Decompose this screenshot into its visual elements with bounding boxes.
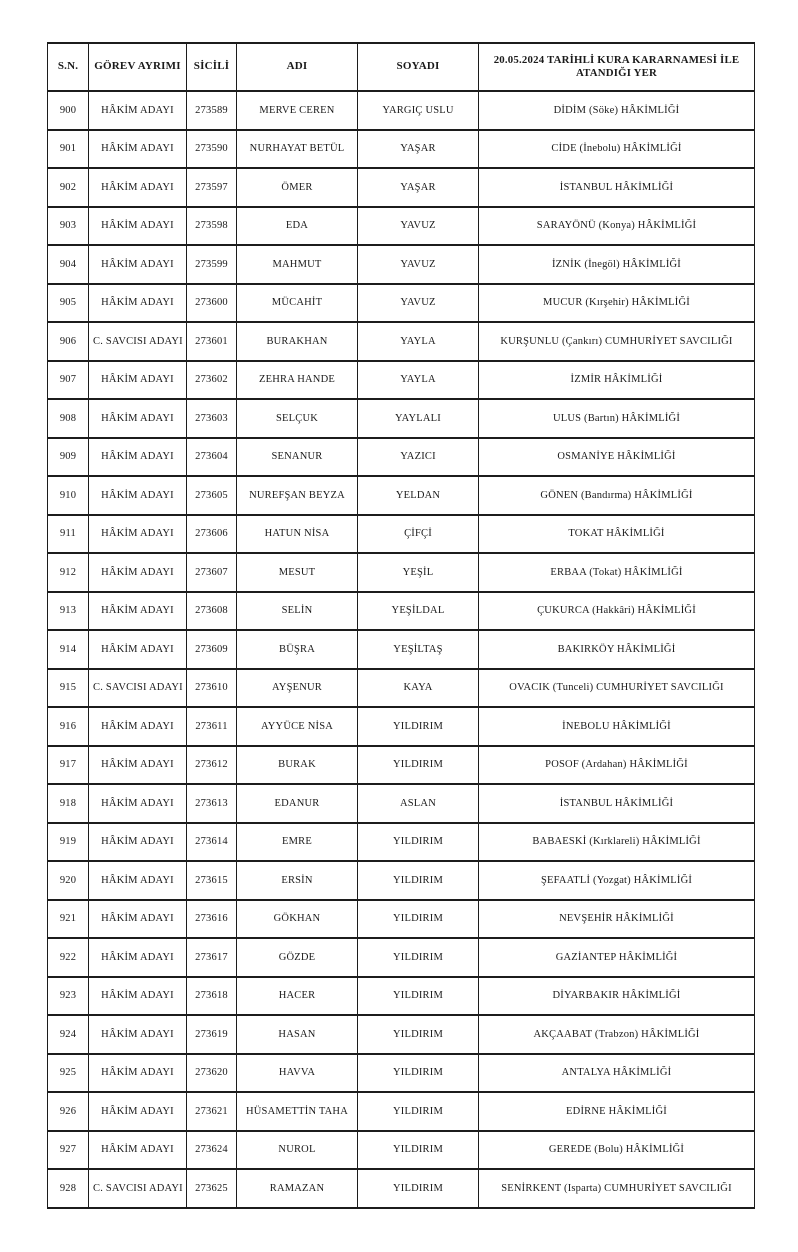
table-cell-adi: BURAK [237,746,358,785]
table-cell-yer: SARAYÖNÜ (Konya) HÂKİMLİĞİ [479,207,755,246]
table-cell-gorev: HÂKİM ADAYI [89,938,187,977]
table-cell-gorev: HÂKİM ADAYI [89,707,187,746]
column-header-sn: S.N. [48,43,89,91]
table-cell-soyadi: YEŞİLDAL [358,592,479,631]
table-row [48,130,755,169]
appointment-table [47,42,755,1209]
table-cell-soyadi: YAVUZ [358,284,479,323]
table-cell-sn: 912 [48,553,89,592]
table-row [48,91,755,130]
table-cell-gorev: HÂKİM ADAYI [89,361,187,400]
table-cell-yer: MUCUR (Kırşehir) HÂKİMLİĞİ [479,284,755,323]
table-cell-sn: 919 [48,823,89,862]
table-row [48,1092,755,1131]
table-cell-gorev: HÂKİM ADAYI [89,977,187,1016]
table-cell-adi: HACER [237,977,358,1016]
table-cell-sn: 920 [48,861,89,900]
table-cell-yer: KURŞUNLU (Çankırı) CUMHURİYET SAVCILIĞI [479,322,755,361]
table-cell-soyadi: YILDIRIM [358,1015,479,1054]
table-cell-sicil: 273602 [187,361,237,400]
table-cell-soyadi: YAZICI [358,438,479,477]
table-header [48,43,755,91]
table-cell-adi: HAVVA [237,1054,358,1093]
table-row [48,900,755,939]
table-row [48,284,755,323]
table-cell-sn: 906 [48,322,89,361]
table-cell-soyadi: YILDIRIM [358,1131,479,1170]
table-cell-soyadi: YAYLA [358,361,479,400]
column-header-soyadi: SOYADI [358,43,479,91]
table-cell-gorev: C. SAVCISI ADAYI [89,669,187,708]
table-row [48,553,755,592]
table-cell-soyadi: YILDIRIM [358,823,479,862]
table-cell-yer: İSTANBUL HÂKİMLİĞİ [479,168,755,207]
table-cell-gorev: HÂKİM ADAYI [89,399,187,438]
table-cell-yer: OSMANİYE HÂKİMLİĞİ [479,438,755,477]
table-cell-soyadi: YILDIRIM [358,1054,479,1093]
table-row [48,438,755,477]
table-row [48,515,755,554]
table-cell-soyadi: ASLAN [358,784,479,823]
table-cell-soyadi: YILDIRIM [358,1169,479,1208]
table-cell-sn: 918 [48,784,89,823]
table-cell-yer: ERBAA (Tokat) HÂKİMLİĞİ [479,553,755,592]
table-cell-sn: 926 [48,1092,89,1131]
table-cell-sn: 905 [48,284,89,323]
table-cell-soyadi: YARGIÇ USLU [358,91,479,130]
table-cell-sicil: 273610 [187,669,237,708]
table-cell-adi: HÜSAMETTİN TAHA [237,1092,358,1131]
table-cell-yer: İZNİK (İnegöl) HÂKİMLİĞİ [479,245,755,284]
table-cell-adi: GÖZDE [237,938,358,977]
table-cell-adi: SELİN [237,592,358,631]
table-cell-soyadi: YILDIRIM [358,938,479,977]
table-row [48,399,755,438]
table-cell-sn: 903 [48,207,89,246]
table-row [48,861,755,900]
table-row [48,707,755,746]
table-cell-sn: 907 [48,361,89,400]
table-cell-gorev: C. SAVCISI ADAYI [89,1169,187,1208]
table-cell-sicil: 273604 [187,438,237,477]
table-cell-adi: EMRE [237,823,358,862]
table-cell-gorev: HÂKİM ADAYI [89,245,187,284]
table-cell-gorev: HÂKİM ADAYI [89,900,187,939]
table-cell-sicil: 273599 [187,245,237,284]
table-cell-gorev: HÂKİM ADAYI [89,130,187,169]
table-cell-yer: ÇUKURCA (Hakkâri) HÂKİMLİĞİ [479,592,755,631]
table-cell-gorev: HÂKİM ADAYI [89,1015,187,1054]
table-cell-sicil: 273597 [187,168,237,207]
table-cell-gorev: HÂKİM ADAYI [89,1092,187,1131]
table-cell-gorev: HÂKİM ADAYI [89,553,187,592]
table-cell-gorev: HÂKİM ADAYI [89,284,187,323]
table-cell-sicil: 273614 [187,823,237,862]
table-cell-soyadi: YILDIRIM [358,1092,479,1131]
table-cell-soyadi: KAYA [358,669,479,708]
table-cell-adi: HASAN [237,1015,358,1054]
table-cell-sicil: 273617 [187,938,237,977]
table-cell-adi: MÜCAHİT [237,284,358,323]
table-cell-adi: MESUT [237,553,358,592]
table-cell-yer: GAZİANTEP HÂKİMLİĞİ [479,938,755,977]
column-header-adi: ADI [237,43,358,91]
table-cell-adi: EDA [237,207,358,246]
table-row [48,630,755,669]
table-cell-adi: AYŞENUR [237,669,358,708]
table-cell-gorev: HÂKİM ADAYI [89,515,187,554]
table-cell-soyadi: YAŞAR [358,130,479,169]
table-cell-sicil: 273590 [187,130,237,169]
table-cell-yer: DİYARBAKIR HÂKİMLİĞİ [479,977,755,1016]
table-cell-sn: 927 [48,1131,89,1170]
table-cell-yer: NEVŞEHİR HÂKİMLİĞİ [479,900,755,939]
table-cell-gorev: HÂKİM ADAYI [89,91,187,130]
table-cell-gorev: HÂKİM ADAYI [89,784,187,823]
table-cell-adi: RAMAZAN [237,1169,358,1208]
table-cell-yer: GEREDE (Bolu) HÂKİMLİĞİ [479,1131,755,1170]
table-cell-sicil: 273589 [187,91,237,130]
table-cell-sicil: 273612 [187,746,237,785]
table-cell-sicil: 273606 [187,515,237,554]
table-cell-gorev: HÂKİM ADAYI [89,630,187,669]
table-row [48,207,755,246]
table-cell-yer: TOKAT HÂKİMLİĞİ [479,515,755,554]
table-cell-yer: İSTANBUL HÂKİMLİĞİ [479,784,755,823]
table-cell-adi: AYYÜCE NİSA [237,707,358,746]
table-row [48,977,755,1016]
table-cell-soyadi: YAYLA [358,322,479,361]
table-cell-gorev: HÂKİM ADAYI [89,1131,187,1170]
table-cell-soyadi: YEŞİLTAŞ [358,630,479,669]
table-cell-soyadi: YILDIRIM [358,746,479,785]
table-cell-sn: 910 [48,476,89,515]
table-cell-adi: NUREFŞAN BEYZA [237,476,358,515]
table-body [48,91,755,1208]
table-cell-yer: DİDİM (Söke) HÂKİMLİĞİ [479,91,755,130]
table-cell-sicil: 273600 [187,284,237,323]
table-cell-yer: CİDE (İnebolu) HÂKİMLİĞİ [479,130,755,169]
table-cell-yer: BAKIRKÖY HÂKİMLİĞİ [479,630,755,669]
table-cell-yer: BABAESKİ (Kırklareli) HÂKİMLİĞİ [479,823,755,862]
header-row [48,43,755,91]
table-cell-sn: 914 [48,630,89,669]
table-cell-adi: MAHMUT [237,245,358,284]
table-row [48,168,755,207]
table-cell-gorev: HÂKİM ADAYI [89,207,187,246]
table-cell-sn: 925 [48,1054,89,1093]
table-cell-gorev: HÂKİM ADAYI [89,861,187,900]
table-cell-sn: 911 [48,515,89,554]
table-cell-sn: 900 [48,91,89,130]
table-cell-adi: NURHAYAT BETÜL [237,130,358,169]
table-cell-adi: NUROL [237,1131,358,1170]
table-cell-yer: EDİRNE HÂKİMLİĞİ [479,1092,755,1131]
table-cell-adi: ERSİN [237,861,358,900]
table-row [48,592,755,631]
table-cell-yer: ŞEFAATLİ (Yozgat) HÂKİMLİĞİ [479,861,755,900]
table-cell-sn: 921 [48,900,89,939]
table-cell-gorev: HÂKİM ADAYI [89,823,187,862]
table-cell-soyadi: ÇİFÇİ [358,515,479,554]
table-cell-sn: 915 [48,669,89,708]
table-row [48,1131,755,1170]
table-cell-sn: 922 [48,938,89,977]
table-cell-soyadi: YILDIRIM [358,861,479,900]
table-cell-yer: ULUS (Bartın) HÂKİMLİĞİ [479,399,755,438]
table-cell-sicil: 273615 [187,861,237,900]
table-row [48,476,755,515]
table-cell-sicil: 273608 [187,592,237,631]
table-cell-sn: 916 [48,707,89,746]
table-cell-yer: OVACIK (Tunceli) CUMHURİYET SAVCILIĞI [479,669,755,708]
column-header-yer: 20.05.2024 TARİHLİ KURA KARARNAMESİ İLE ATANDIĞI YER [479,43,755,91]
table-cell-sn: 928 [48,1169,89,1208]
table-cell-sicil: 273619 [187,1015,237,1054]
table-cell-yer: POSOF (Ardahan) HÂKİMLİĞİ [479,746,755,785]
table-cell-adi: ZEHRA HANDE [237,361,358,400]
table-cell-sicil: 273616 [187,900,237,939]
table-row [48,245,755,284]
table-cell-soyadi: YEŞİL [358,553,479,592]
table-row [48,784,755,823]
table-cell-yer: İNEBOLU HÂKİMLİĞİ [479,707,755,746]
table-cell-adi: MERVE CEREN [237,91,358,130]
table-row [48,322,755,361]
table-cell-gorev: HÂKİM ADAYI [89,476,187,515]
table-cell-gorev: HÂKİM ADAYI [89,168,187,207]
table-cell-soyadi: YAVUZ [358,245,479,284]
table-cell-soyadi: YELDAN [358,476,479,515]
table-cell-sicil: 273613 [187,784,237,823]
table-row [48,669,755,708]
table-cell-yer: ANTALYA HÂKİMLİĞİ [479,1054,755,1093]
table-cell-adi: BURAKHAN [237,322,358,361]
table-cell-adi: SENANUR [237,438,358,477]
table-cell-gorev: HÂKİM ADAYI [89,1054,187,1093]
table-cell-adi: BÜŞRA [237,630,358,669]
table-cell-sn: 904 [48,245,89,284]
table-cell-sicil: 273625 [187,1169,237,1208]
table-cell-sicil: 273611 [187,707,237,746]
table-cell-sicil: 273609 [187,630,237,669]
table-cell-sicil: 273621 [187,1092,237,1131]
table-cell-adi: EDANUR [237,784,358,823]
table-row [48,938,755,977]
table-cell-soyadi: YILDIRIM [358,900,479,939]
table-cell-sn: 913 [48,592,89,631]
table-cell-soyadi: YAŞAR [358,168,479,207]
table-cell-soyadi: YAYLALI [358,399,479,438]
table-cell-sicil: 273603 [187,399,237,438]
table-cell-sicil: 273605 [187,476,237,515]
table-cell-gorev: C. SAVCISI ADAYI [89,322,187,361]
table-cell-adi: SELÇUK [237,399,358,438]
table-row [48,746,755,785]
table-cell-gorev: HÂKİM ADAYI [89,746,187,785]
column-header-gorev: GÖREV AYRIMI [89,43,187,91]
table-cell-sn: 901 [48,130,89,169]
table-row [48,1015,755,1054]
table-cell-sicil: 273598 [187,207,237,246]
table-row [48,361,755,400]
table-cell-sicil: 273601 [187,322,237,361]
table-cell-adi: ÖMER [237,168,358,207]
table-cell-yer: İZMİR HÂKİMLİĞİ [479,361,755,400]
table-cell-soyadi: YILDIRIM [358,707,479,746]
table-cell-sn: 902 [48,168,89,207]
table-cell-sn: 917 [48,746,89,785]
table-cell-sicil: 273620 [187,1054,237,1093]
table-cell-soyadi: YAVUZ [358,207,479,246]
table-cell-sicil: 273624 [187,1131,237,1170]
table-cell-sn: 909 [48,438,89,477]
table-cell-sn: 923 [48,977,89,1016]
table-cell-adi: GÖKHAN [237,900,358,939]
table-cell-yer: GÖNEN (Bandırma) HÂKİMLİĞİ [479,476,755,515]
table-cell-gorev: HÂKİM ADAYI [89,592,187,631]
table-cell-sn: 924 [48,1015,89,1054]
table-cell-yer: SENİRKENT (Isparta) CUMHURİYET SAVCILIĞI [479,1169,755,1208]
table-cell-sicil: 273607 [187,553,237,592]
table-cell-adi: HATUN NİSA [237,515,358,554]
table-cell-soyadi: YILDIRIM [358,977,479,1016]
table-cell-sicil: 273618 [187,977,237,1016]
table-row [48,1054,755,1093]
table-cell-sn: 908 [48,399,89,438]
column-header-sicil: SİCİLİ [187,43,237,91]
table-row [48,823,755,862]
table-row [48,1169,755,1208]
table-cell-yer: AKÇAABAT (Trabzon) HÂKİMLİĞİ [479,1015,755,1054]
table-cell-gorev: HÂKİM ADAYI [89,438,187,477]
